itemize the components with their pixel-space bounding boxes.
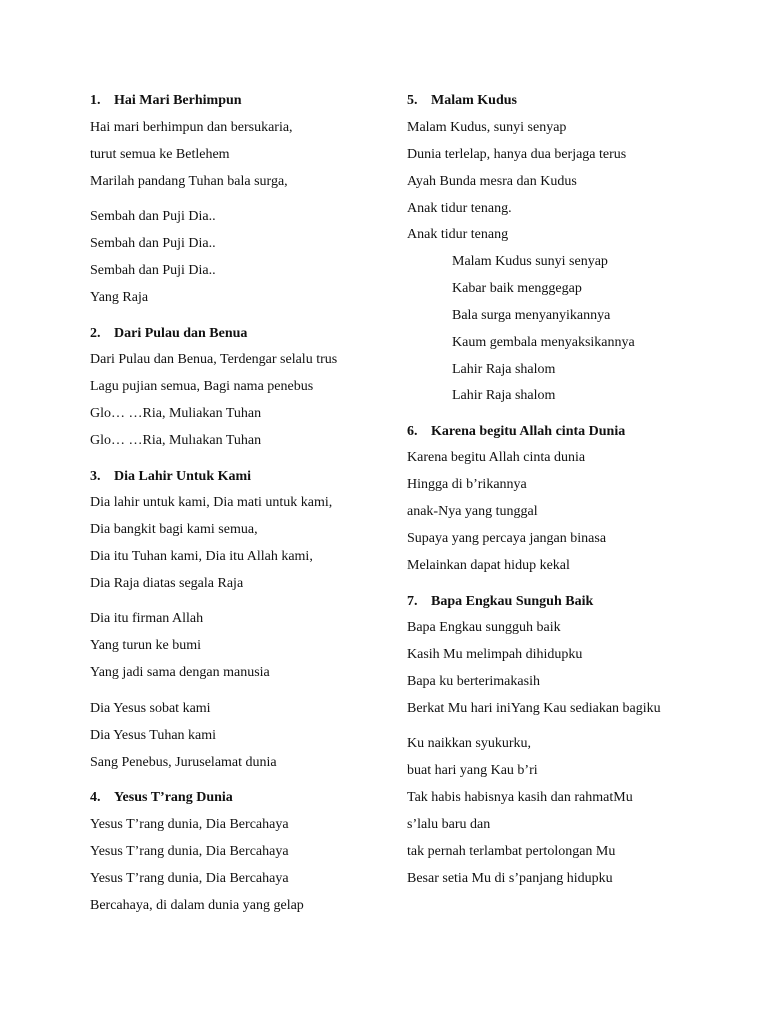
lyric-line: Yang jadi sama dengan manusia [90, 665, 270, 680]
lyric-line: tak pernah terlambat pertolongan Mu [407, 844, 616, 859]
lyric-line: Berkat Mu hari iniYang Kau sediakan bagiku [407, 701, 661, 716]
lyric-line: turut semua ke Betlehem [90, 147, 230, 162]
lyric-line: Dia bangkit bagi kami semua, [90, 522, 258, 537]
lyric-line: Dia itu firman Allah [90, 611, 204, 626]
lyric-line: Dari Pulau dan Benua, Terdengar selalu trus [90, 352, 338, 367]
song-3-title [90, 468, 251, 486]
lyric-line: Dia Raja diatas segala Raja [90, 576, 244, 591]
lyric-line: Bala surga menyanyikannya [452, 308, 611, 323]
song-title: Malam Kudus [431, 93, 517, 108]
lyric-line: Karena begitu Allah cinta dunia [407, 450, 586, 465]
song-title: Dari Pulau dan Benua [114, 326, 248, 341]
lyric-line: Lagu pujian semua, Bagi nama penebus [90, 379, 314, 394]
lyric-line: s’lalu baru dan [407, 817, 491, 832]
lyric-line: Kasih Mu melimpah dihidupku [407, 647, 583, 662]
song-2-title [90, 325, 247, 343]
song-number: 1. [90, 93, 101, 108]
song-title: Yesus T’rang Dunia [114, 790, 233, 805]
lyric-line: Lahir Raja shalom [452, 362, 556, 377]
lyric-line: Melainkan dapat hidup kekal [407, 558, 570, 573]
lyric-line: Hai mari berhimpun dan bersukaria, [90, 120, 293, 135]
lyric-line: Dia Yesus sobat kami [90, 701, 211, 716]
lyric-line: Yesus T’rang dunia, Dia Bercahaya [90, 844, 289, 859]
song-title: Hai Mari Berhimpun [114, 93, 242, 108]
lyric-line: Glo… …Ria, Muliakan Tuhan [90, 406, 262, 421]
lyric-line: anak-Nya yang tunggal [407, 504, 538, 519]
lyric-line: Bapa ku berterimakasih [407, 674, 540, 689]
lyric-line: Supaya yang percaya jangan binasa [407, 531, 607, 546]
lyric-line: Dia lahir untuk kami, Dia mati untuk kami, [90, 495, 333, 510]
lyric-line: Dia Yesus Tuhan kami [90, 728, 217, 743]
song-1-title [90, 92, 242, 110]
song-number: 6. [407, 424, 418, 439]
lyric-line: Glo… …Ria, Mulıakan Tuhan [90, 433, 262, 448]
lyric-line: Yang turun ke bumi [90, 638, 201, 653]
lyric-line: Malam Kudus, sunyi senyap [407, 120, 567, 135]
lyric-line: Ku naikkan syukurku, [407, 736, 532, 751]
lyric-line: Sembah dan Puji Dia.. [90, 263, 216, 278]
lyric-line: Dunia terlelap, hanya dua berjaga terus [407, 147, 627, 162]
song-number: 3. [90, 469, 101, 484]
song-7-title [407, 593, 593, 611]
lyric-line: Malam Kudus sunyi senyap [452, 254, 608, 269]
lyric-line: Dia itu Tuhan kami, Dia itu Allah kami, [90, 549, 313, 564]
lyric-line: Marilah pandang Tuhan bala surga, [90, 174, 288, 189]
lyric-line: Sembah dan Puji Dia.. [90, 209, 216, 224]
lyric-line: Anak tidur tenang. [407, 201, 512, 216]
lyric-line: Kaum gembala menyaksikannya [452, 335, 635, 350]
lyric-line: Bercahaya, di dalam dunia yang gelap [90, 898, 304, 913]
song-4-title [90, 789, 233, 807]
lyric-line: Sang Penebus, Juruselamat dunia [90, 755, 277, 770]
lyric-line: buat hari yang Kau b’ri [407, 763, 538, 778]
song-title: Bapa Engkau Sunguh Baik [431, 594, 594, 609]
lyric-line: Hingga di b’rikannya [407, 477, 527, 492]
lyric-line: Yang Raja [90, 290, 149, 305]
lyric-line: Tak habis habisnya kasih dan rahmatMu [407, 790, 633, 805]
song-5-title [407, 92, 517, 110]
song-title: Karena begitu Allah cinta Dunia [431, 424, 626, 439]
lyric-line: Yesus T’rang dunia, Dia Bercahaya [90, 817, 289, 832]
lyric-line: Bapa Engkau sungguh baik [407, 620, 561, 635]
song-6-title [407, 423, 625, 441]
lyric-line: Besar setia Mu di s’panjang hidupku [407, 871, 613, 886]
song-number: 2. [90, 326, 101, 341]
lyric-line: Ayah Bunda mesra dan Kudus [407, 174, 577, 189]
lyric-line: Anak tidur tenang [407, 227, 509, 242]
song-number: 5. [407, 93, 418, 108]
song-title: Dia Lahir Untuk Kami [114, 469, 252, 484]
song-number: 4. [90, 790, 101, 805]
lyric-line: Sembah dan Puji Dia.. [90, 236, 216, 251]
song-number: 7. [407, 594, 418, 609]
lyric-line: Lahir Raja shalom [452, 388, 556, 403]
lyric-line: Kabar baik menggegap [452, 281, 582, 296]
lyric-line: Yesus T’rang dunia, Dia Bercahaya [90, 871, 289, 886]
